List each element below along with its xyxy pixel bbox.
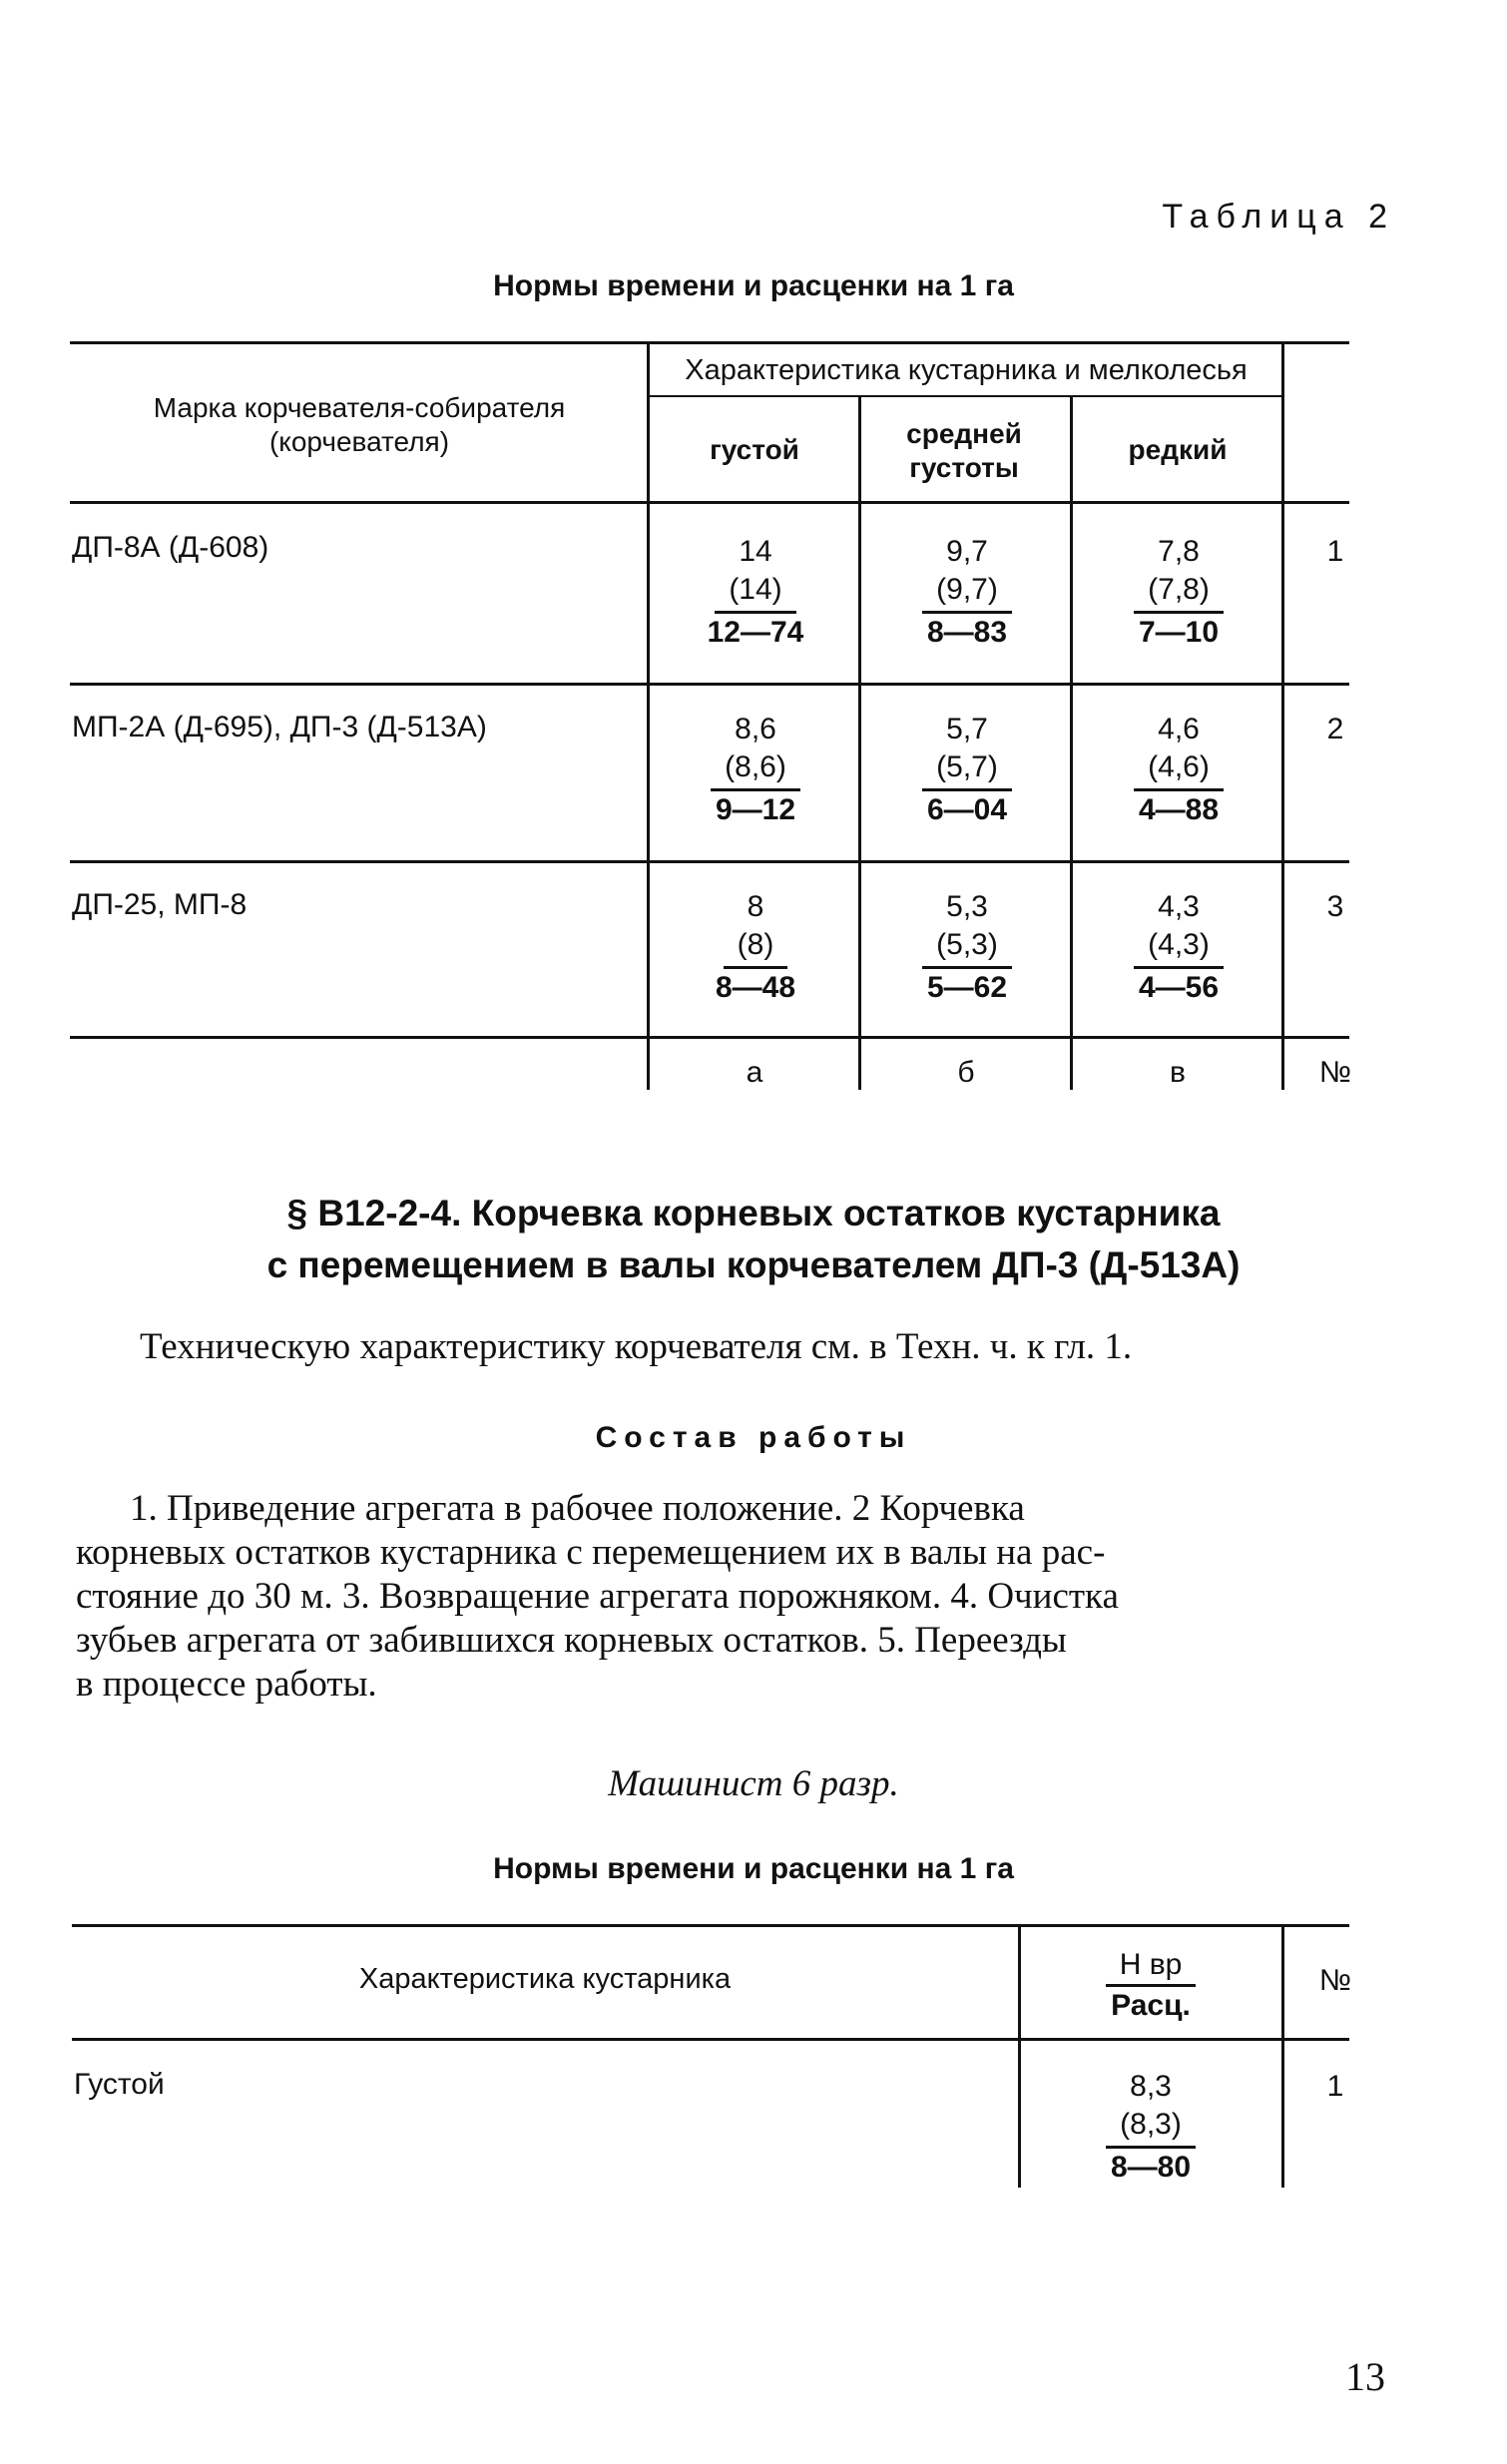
intro-text: Техническую характеристику корчевателя см. в Техн. ч. к гл. 1. (140, 1326, 1133, 1367)
table1-footer-a: а (746, 1056, 763, 1089)
rate: 8—48 (715, 971, 796, 1004)
table1-col-header-sparse: редкий (1128, 434, 1228, 465)
table1-footer-c: в (1170, 1056, 1186, 1089)
worker-grade: Машинист 6 разр. (608, 1763, 899, 1804)
table1-row-1-cell-c (1074, 535, 1283, 656)
rate: 4—56 (1138, 971, 1220, 1004)
table1-row-2-label: МП-2А (Д-695), ДП-3 (Д-513А) (72, 711, 487, 743)
table2-col-divider-2 (1281, 1924, 1284, 2188)
table1-row-rule-2 (70, 860, 1349, 863)
norm-time-alt: (5,3) (922, 928, 1012, 969)
table1-row-rule-1 (70, 683, 1349, 686)
table1-header-group: Характеристика кустарника и мелколесья (685, 354, 1248, 386)
table1-row-2-cell-b (862, 713, 1072, 833)
table2-row-1-cell (1046, 2070, 1256, 2191)
table1-caption: Нормы времени и расценки на 1 га (493, 269, 1014, 302)
table1-row-3-cell-a (651, 890, 860, 1011)
norm-time-alt: (5,7) (922, 750, 1012, 791)
rate-heading: Расц. (1111, 1989, 1191, 2022)
norm-time-alt: (9,7) (922, 573, 1012, 614)
table2-row-1-num: 1 (1326, 2070, 1344, 2103)
norm-time: 14 (739, 535, 772, 568)
table1-row-2-num: 2 (1326, 713, 1344, 745)
norm-time: 9,7 (946, 535, 988, 568)
work-composition-heading: Состав работы (595, 1421, 912, 1454)
table2-header-characteristic: Характеристика кустарника (358, 1963, 732, 1995)
norm-time: 7,8 (1158, 535, 1200, 568)
norm-time: 8,6 (735, 713, 776, 745)
rate: 8—83 (926, 616, 1008, 649)
table1-footer-b: б (957, 1056, 975, 1089)
table1-col-divider-1 (647, 341, 650, 1090)
norm-time: 8 (747, 890, 764, 923)
rate: 9—12 (715, 793, 796, 826)
rate: 12—74 (707, 616, 804, 649)
work-line: зубьев агрегата от забившихся корневых остатков. 5. Переезды (76, 1620, 1067, 1661)
work-line: стояние до 30 м. 3. Возвращение агрегата порожняком. 4. Очистка (76, 1576, 1119, 1617)
table1-row-1-label: ДП-8А (Д-608) (72, 531, 269, 564)
table1-row-2-cell-a (651, 713, 860, 833)
rate: 7—10 (1138, 616, 1220, 649)
work-line: 1. Приведение агрегата в рабочее положение. 2 Корчевка (130, 1488, 1025, 1529)
norm-time-alt: (7,8) (1134, 573, 1224, 614)
norm-time: 4,6 (1158, 713, 1200, 745)
table1-row-3-label: ДП-25, МП-8 (72, 888, 248, 921)
norm-time: 4,3 (1158, 890, 1200, 923)
norm-time: 5,7 (946, 713, 988, 745)
table2-row-1-label: Густой (74, 2068, 165, 2101)
norm-time-alt: (8,6) (711, 750, 800, 791)
rate: 5—62 (926, 971, 1008, 1004)
table2-top-rule (72, 1924, 1349, 1927)
table-number-label: Таблица 2 (1162, 198, 1395, 236)
table2-caption: Нормы времени и расценки на 1 га (493, 1852, 1014, 1885)
table1-row-1-num: 1 (1326, 535, 1344, 568)
work-line: в процессе работы. (76, 1664, 377, 1705)
norm-time-alt: (8) (724, 928, 788, 969)
table1-col-header-medium: средней густоты (906, 418, 1022, 483)
section-title-line-2: с перемещением в валы корчевателем ДП-3 (Д-513А) (266, 1244, 1241, 1285)
norm-time: 5,3 (946, 890, 988, 923)
norm-time-alt: (14) (715, 573, 795, 614)
table2-header-norms (1046, 1948, 1256, 2029)
table1-row-1-cell-b (862, 535, 1072, 656)
table1-row-1-cell-a (651, 535, 860, 656)
norm-time-heading: Н вр (1106, 1948, 1197, 1987)
table2-header-num: № (1318, 1964, 1352, 1997)
table1-col-header-dense: густой (710, 434, 799, 465)
table2-header-rule (72, 2038, 1349, 2041)
page-number: 13 (1345, 2354, 1385, 2399)
rate: 8—80 (1110, 2151, 1192, 2184)
work-line: корневых остатков кустарника с перемещением их в валы на рас- (76, 1532, 1106, 1573)
table1-footer-num: № (1318, 1056, 1352, 1089)
section-title-line-1: § В12-2-4. Корчевка корневых остатков кустарника (286, 1193, 1221, 1233)
norm-time-alt: (4,3) (1134, 928, 1224, 969)
rate: 6—04 (926, 793, 1008, 826)
work-composition-text (76, 1487, 1393, 1707)
table1-top-rule (70, 341, 1349, 344)
table1-row-3-cell-c (1074, 890, 1283, 1011)
table1-row-3-cell-b (862, 890, 1072, 1011)
table1-header-brand: Марка корчевателя-собирателя (корчевателя) (153, 392, 566, 457)
table1-row-rule-3 (70, 1036, 1349, 1039)
norm-time: 8,3 (1130, 2070, 1172, 2103)
rate: 4—88 (1138, 793, 1220, 826)
table1-header-rule (70, 501, 1349, 504)
table1-row-3-num: 3 (1326, 890, 1344, 923)
norm-time-alt: (4,6) (1134, 750, 1224, 791)
table2-col-divider-1 (1018, 1924, 1021, 2188)
table1-row-2-cell-c (1074, 713, 1283, 833)
norm-time-alt: (8,3) (1106, 2108, 1196, 2149)
table1-group-rule (647, 395, 1281, 397)
